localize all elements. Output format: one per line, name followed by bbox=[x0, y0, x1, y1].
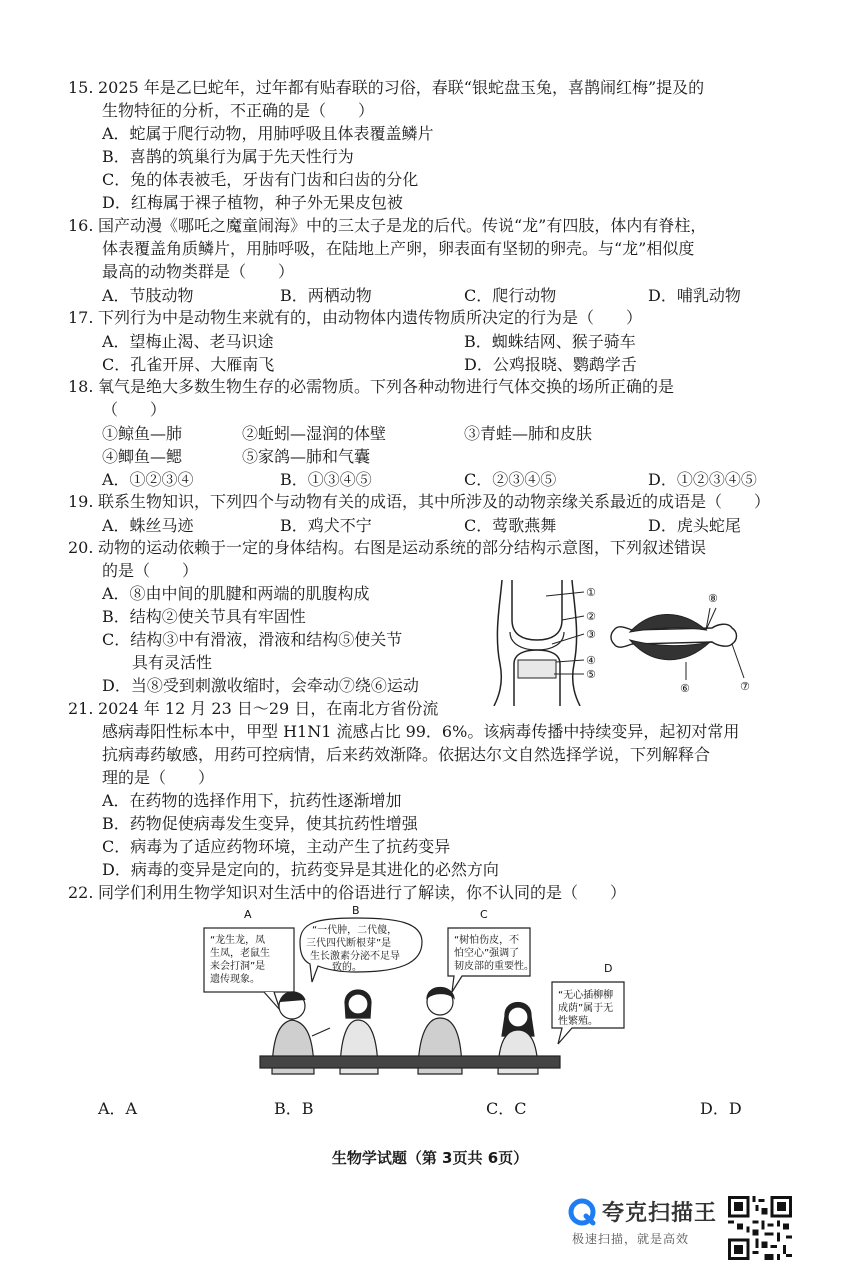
cartoon-illustration bbox=[200, 906, 640, 1078]
bubble-d-line: 性繁殖。 bbox=[558, 1016, 598, 1027]
question-16 bbox=[68, 214, 798, 283]
question-stem: 感病毒阳性标本中，甲型 H1N1 流感占比 99．6%。该病毒传播中持续变异，起初对常用 bbox=[102, 722, 740, 741]
item-5: ⑤家鸽—肺和气囊 bbox=[242, 447, 371, 466]
option-d: D．公鸡报晓、鹦鹉学舌 bbox=[464, 355, 637, 374]
student-figures bbox=[260, 988, 560, 1075]
bubble-a-line: 遗传现象。 bbox=[210, 974, 260, 985]
question-stem: 生物特征的分析，不正确的是（ ） bbox=[102, 101, 375, 120]
question-19 bbox=[68, 490, 798, 513]
option-a: A．A bbox=[98, 1099, 138, 1118]
speech-bubble-c bbox=[448, 908, 534, 992]
option-c-continued: 具有灵活性 bbox=[132, 653, 213, 672]
brand-name: 夸克扫描王 bbox=[602, 1201, 718, 1226]
page-footer: 生物学试题（第 3页共 6页） bbox=[331, 1149, 529, 1167]
question-16-options bbox=[102, 283, 792, 306]
label-5: ⑤ bbox=[586, 668, 596, 681]
question-stem: 联系生物知识，下列四个与动物有关的成语，其中所涉及的动物亲缘关系最近的成语是（ ） bbox=[98, 492, 771, 511]
question-stem: 国产动漫《哪吒之魔童闹海》中的三太子是龙的后代。传说“龙”有四肢，体内有脊柱， bbox=[98, 216, 707, 235]
question-number: 20. bbox=[68, 538, 94, 557]
brand-logo-icon bbox=[568, 1198, 596, 1226]
question-stem: （ ） bbox=[102, 400, 167, 419]
label-7: ⑦ bbox=[740, 680, 750, 693]
option-c: C．爬行动物 bbox=[464, 286, 557, 305]
question-stem: 同学们利用生物学知识对生活中的俗语进行了解读，你不认同的是（ ） bbox=[98, 883, 627, 902]
bubble-c-label: C bbox=[480, 908, 488, 921]
label-1: ① bbox=[586, 586, 596, 599]
option-c: C．兔的体表被毛，牙齿有门齿和臼齿的分化 bbox=[102, 170, 419, 189]
label-2: ② bbox=[586, 610, 596, 623]
item-4: ④鲫鱼—鳃 bbox=[102, 447, 183, 466]
option-a: A．节肢动物 bbox=[102, 286, 194, 305]
question-stem: 抗病毒药敏感，用药可控病情，后来药效渐降。依据达尔文自然选择学说，下列解释合 bbox=[102, 745, 711, 764]
option-a: A．①②③④ bbox=[102, 470, 194, 489]
option-b: B．蜘蛛结网、猴子骑车 bbox=[464, 332, 636, 351]
option-a: A．蛇属于爬行动物，用肺呼吸且体表覆盖鳞片 bbox=[102, 124, 434, 143]
question-22-options bbox=[98, 1096, 788, 1119]
question-number: 15. bbox=[68, 78, 94, 97]
option-c: C．孔雀开屏、大雁南飞 bbox=[102, 355, 275, 374]
joint-figure bbox=[494, 580, 596, 706]
speech-bubble-d bbox=[552, 962, 624, 1044]
label-4: ④ bbox=[586, 654, 596, 667]
bubble-d-label: D bbox=[604, 962, 613, 975]
question-22 bbox=[68, 881, 798, 904]
item-1: ①鲸鱼—肺 bbox=[102, 424, 183, 443]
bubble-a-line: “龙生龙，凤 bbox=[210, 935, 266, 946]
option-b: B．两栖动物 bbox=[280, 286, 372, 305]
bubble-a-line: 来会打洞”是 bbox=[210, 961, 266, 972]
label-6: ⑥ bbox=[680, 682, 690, 695]
option-a: A．望梅止渴、老马识途 bbox=[102, 332, 274, 351]
option-d: D．哺乳动物 bbox=[648, 286, 741, 305]
question-17-options-row1 bbox=[102, 329, 792, 352]
question-stem: 体表覆盖角质鳞片，用肺呼吸，在陆地上产卵，卵表面有坚韧的卵壳。与“龙”相似度 bbox=[102, 239, 695, 258]
question-number: 21. bbox=[68, 699, 94, 718]
question-18-items-row2 bbox=[102, 444, 792, 467]
option-a: A．蛛丝马迹 bbox=[102, 516, 194, 535]
option-b: B．喜鹊的筑巢行为属于先天性行为 bbox=[102, 147, 354, 166]
option-d: D．虎头蛇尾 bbox=[648, 516, 741, 535]
option-b: B．①③④⑤ bbox=[280, 470, 372, 489]
question-19-options bbox=[102, 513, 792, 536]
option-b: B．结构②使关节具有牢固性 bbox=[102, 607, 306, 626]
item-3: ③青蛙—肺和皮肤 bbox=[464, 424, 593, 443]
question-stem: 动物的运动依赖于一定的身体结构。右图是运动系统的部分结构示意图，下列叙述错误 bbox=[98, 538, 707, 557]
bubble-c-line: 怕空心”强调了 bbox=[454, 948, 520, 959]
question-number: 19. bbox=[68, 492, 94, 511]
qr-code-icon bbox=[728, 1196, 792, 1260]
item-2: ②蚯蚓—湿润的体壁 bbox=[242, 424, 387, 443]
question-21 bbox=[68, 697, 798, 881]
muscle-bone-figure bbox=[611, 592, 750, 695]
question-number: 16. bbox=[68, 216, 94, 235]
bubble-a-line: 生凤，老鼠生 bbox=[210, 948, 270, 959]
question-17-options-row2 bbox=[102, 352, 792, 375]
option-c: C．结构③中有滑液，滑液和结构⑤使关节 bbox=[102, 630, 403, 649]
option-c: C．②③④⑤ bbox=[464, 470, 557, 489]
question-17 bbox=[68, 306, 798, 329]
question-18-options bbox=[102, 467, 792, 490]
option-d: D．当⑧受到刺激收缩时，会牵动⑦绕⑥运动 bbox=[102, 676, 419, 695]
question-stem: 2025 年是乙巳蛇年，过年都有贴春联的习俗，春联“银蛇盘玉兔，喜鹊闹红梅”提及的 bbox=[98, 78, 705, 97]
option-d: D．病毒的变异是定向的，抗药变异是其进化的必然方向 bbox=[102, 860, 499, 879]
question-15 bbox=[68, 76, 798, 214]
bubble-a-label: A bbox=[244, 908, 252, 921]
bubble-b-line: 致的。 bbox=[332, 962, 362, 973]
label-3: ③ bbox=[586, 628, 596, 641]
joint-muscle-diagram bbox=[480, 574, 780, 706]
option-a: A．⑧由中间的肌腱和两端的肌腹构成 bbox=[102, 584, 370, 603]
speech-bubble-b bbox=[300, 906, 422, 982]
option-c: C．莺歌燕舞 bbox=[464, 516, 557, 535]
question-number: 17. bbox=[68, 308, 94, 327]
option-b: B．B bbox=[274, 1099, 314, 1118]
bubble-d-line: 成荫”属于无 bbox=[558, 1003, 614, 1014]
question-stem: 氧气是绝大多数生物生存的必需物质。下列各种动物进行气体交换的场所正确的是 bbox=[98, 377, 675, 396]
option-b: B．药物促使病毒发生变异，使其抗药性增强 bbox=[102, 814, 418, 833]
option-b: B．鸡犬不宁 bbox=[280, 516, 372, 535]
question-stem: 2024 年 12 月 23 日～29 日，在南北方省份流 bbox=[98, 699, 439, 718]
bubble-b-label: B bbox=[352, 906, 360, 917]
option-d: D．①②③④⑤ bbox=[648, 470, 757, 489]
option-c: C．病毒为了适应药物环境，主动产生了抗药变异 bbox=[102, 837, 451, 856]
question-stem: 下列行为中是动物生来就有的，由动物体内遗传物质所决定的行为是（ ） bbox=[98, 308, 643, 327]
question-stem: 最高的动物类群是（ ） bbox=[102, 262, 295, 281]
bubble-c-line: 韧皮部的重要性。 bbox=[454, 961, 534, 972]
option-d: D．红梅属于裸子植物，种子外无果皮包被 bbox=[102, 193, 403, 212]
bubble-b-line: 三代四代断根芽”是 bbox=[306, 938, 392, 949]
option-a: A．在药物的选择作用下，抗药性逐渐增加 bbox=[102, 791, 402, 810]
brand-tagline: 极速扫描，就是高效 bbox=[572, 1232, 690, 1246]
question-stem: 理的是（ ） bbox=[102, 768, 215, 787]
bubble-c-line: “树怕伤皮，不 bbox=[454, 935, 520, 946]
option-d: D．D bbox=[700, 1099, 742, 1118]
bubble-d-line: “无心插柳柳 bbox=[558, 990, 614, 1001]
question-18 bbox=[68, 375, 798, 421]
question-stem: 的是（ ） bbox=[102, 561, 199, 580]
question-18-items-row1 bbox=[102, 421, 792, 444]
bubble-b-line: “一代肿，二代傻， bbox=[312, 925, 398, 936]
question-number: 18. bbox=[68, 377, 94, 396]
label-8: ⑧ bbox=[708, 592, 718, 605]
question-number: 22. bbox=[68, 883, 94, 902]
option-c: C．C bbox=[486, 1099, 527, 1118]
bubble-b-line: 生长激素分泌不足导 bbox=[310, 951, 400, 962]
speech-bubble-a bbox=[204, 908, 294, 1010]
scanner-brand bbox=[566, 1192, 726, 1252]
